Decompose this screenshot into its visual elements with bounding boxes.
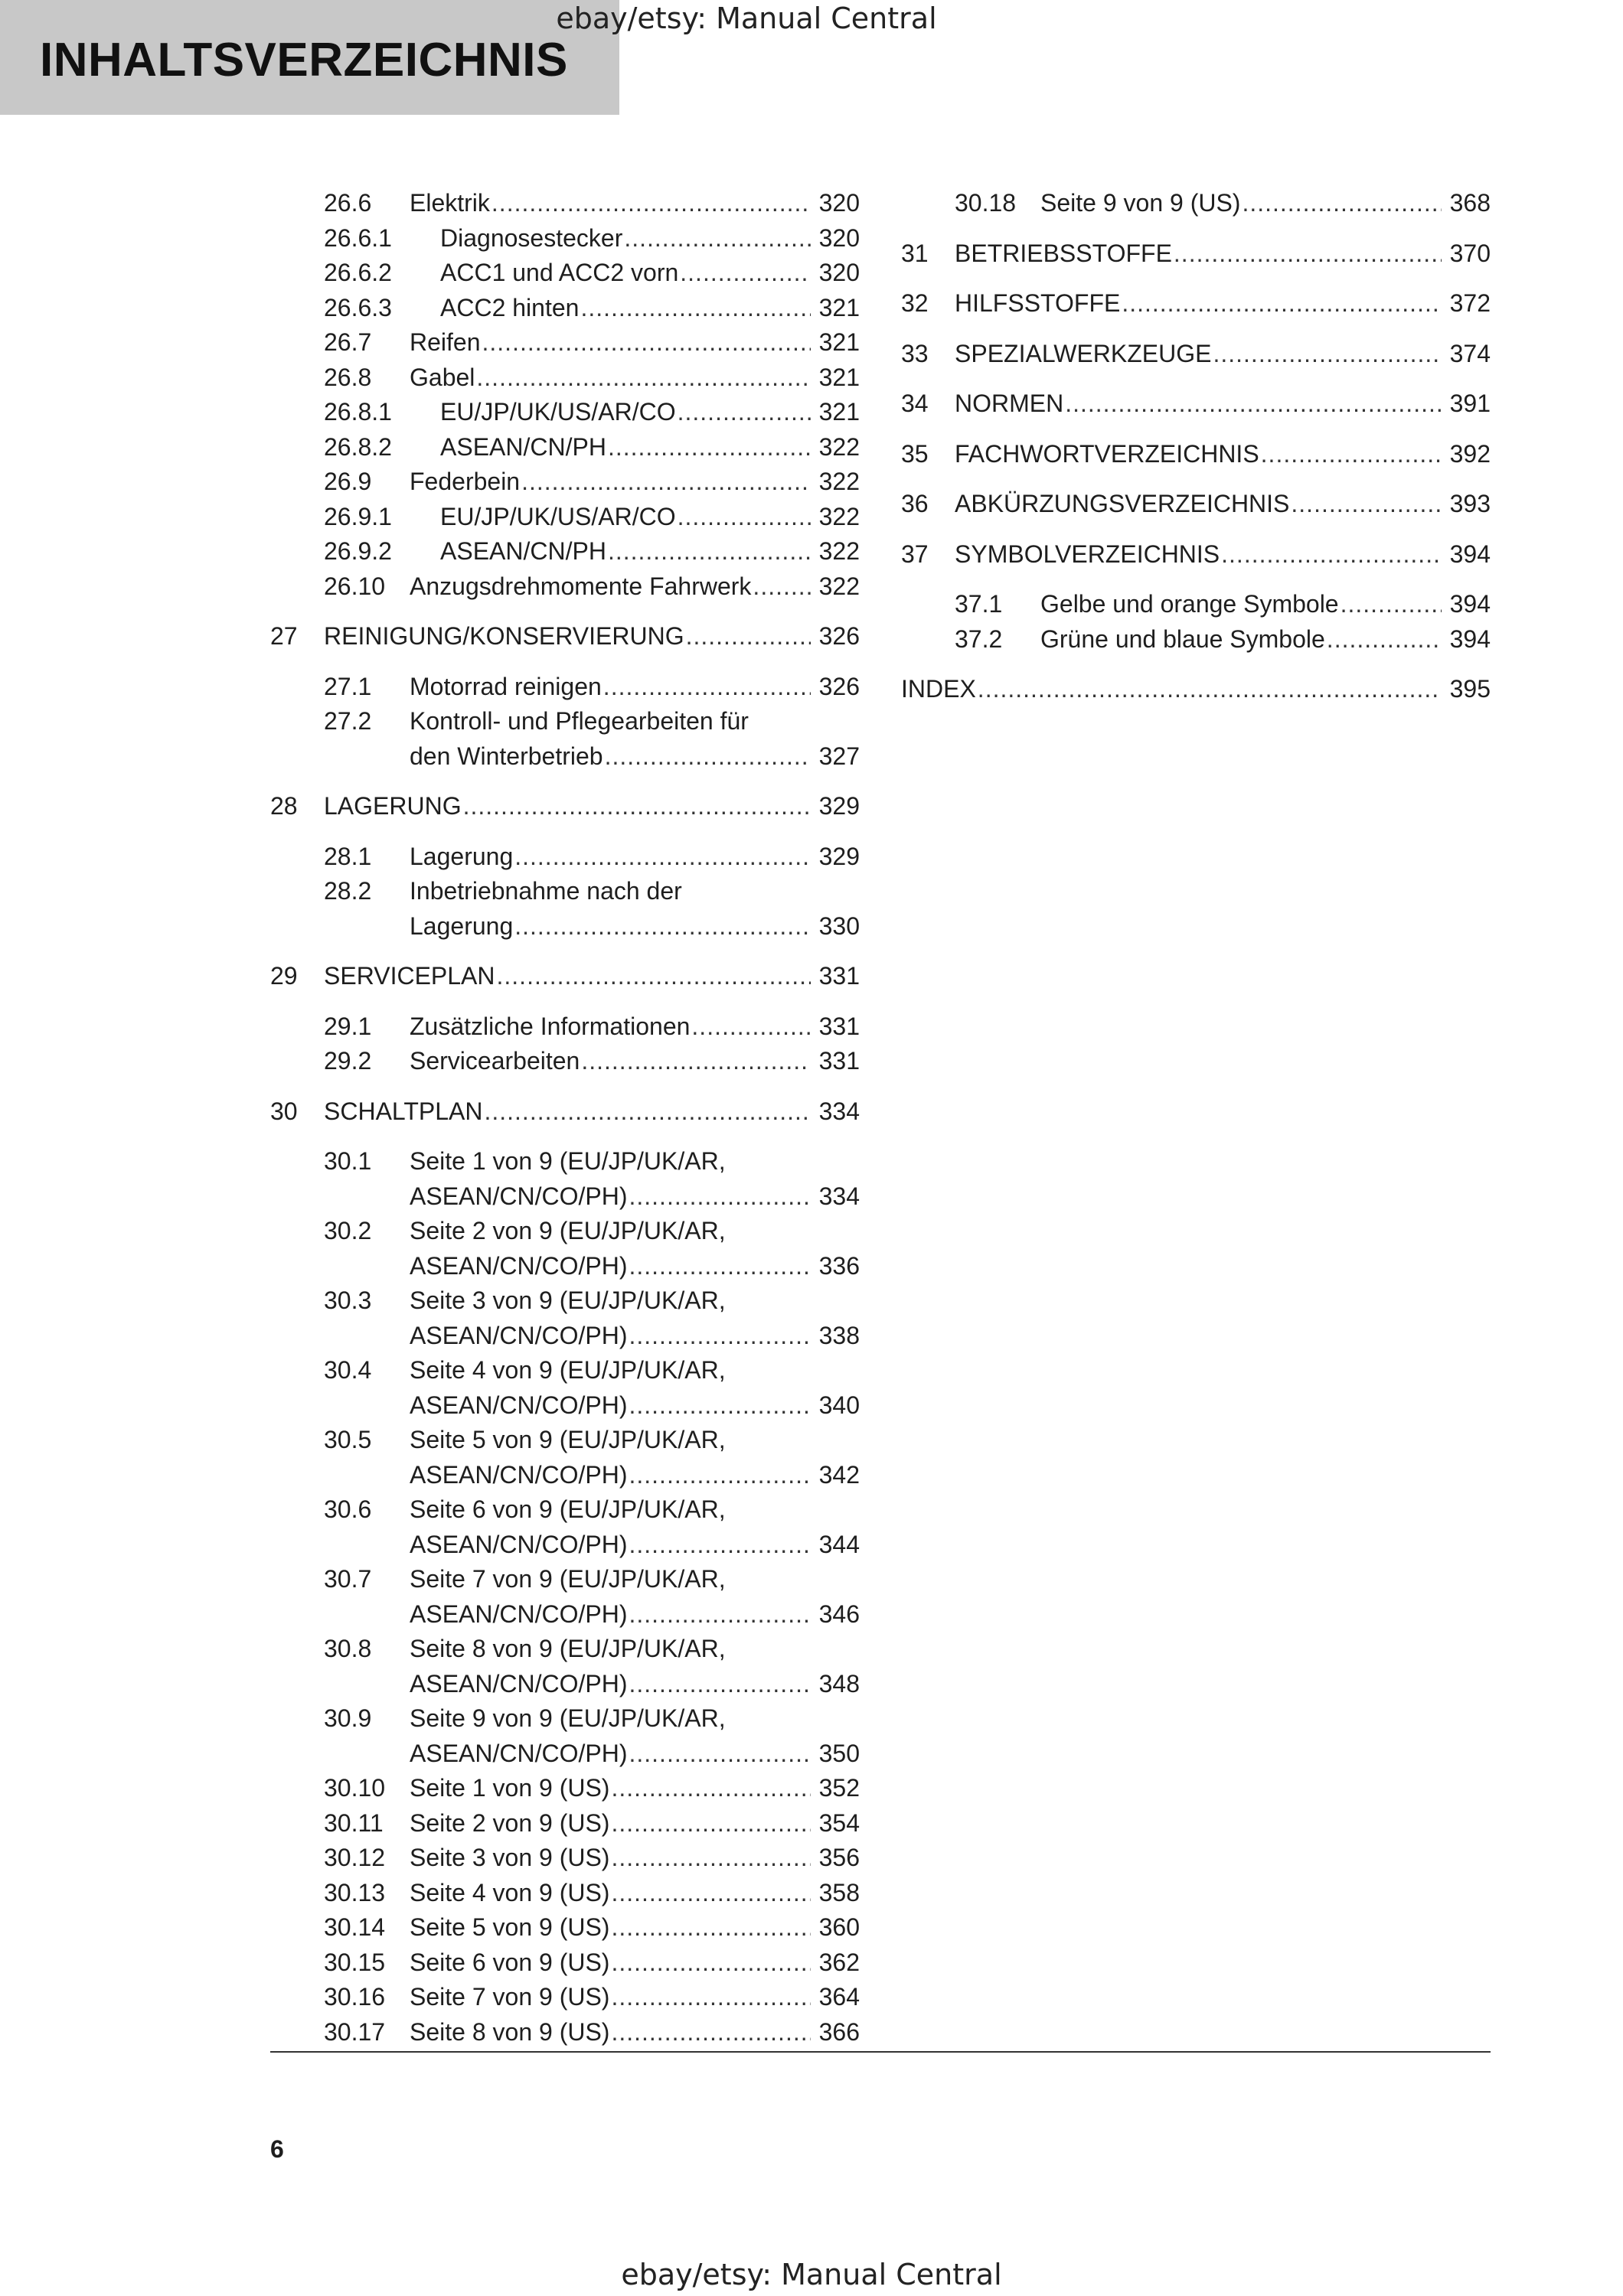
dot-leader: [463, 791, 811, 821]
toc-entry-title: EU/JP/UK/US/AR/CO: [440, 398, 676, 426]
toc-entry-title: Reifen: [410, 328, 481, 356]
dot-leader: [678, 501, 811, 532]
toc-entry-number: 26.6: [324, 189, 372, 217]
toc-entry-page: 331: [818, 962, 860, 990]
toc-entry-number: 30.15: [324, 1948, 386, 1976]
toc-entry-title: Seite 4 von 9 (US): [410, 1878, 610, 1906]
toc-entry-page: 370: [1449, 239, 1491, 267]
page-title: INHALTSVERZEICHNIS: [40, 34, 568, 86]
toc-entry-number: 26.9: [324, 468, 372, 495]
toc-entry-number: 28.2: [324, 877, 372, 905]
toc-entry-title: Seite 6 von 9 (US): [410, 1948, 610, 1976]
toc-entry-number: 30.7: [324, 1565, 372, 1593]
dot-leader: [978, 673, 1442, 704]
toc-entry-number: 26.6.2: [324, 259, 392, 286]
toc-entry-title: ASEAN/CN/CO/PH): [410, 1600, 628, 1628]
toc-entry-number: 30: [270, 1097, 298, 1125]
toc-entry-number: 30.17: [324, 2017, 386, 2046]
toc-entry-page: 348: [818, 1669, 860, 1698]
toc-entry-page: 321: [818, 363, 860, 391]
toc-entry-page: 344: [818, 1530, 860, 1558]
toc-entry-title: Servicearbeiten: [410, 1047, 580, 1075]
toc-entry-title: Seite 8 von 9 (US): [410, 2017, 610, 2046]
toc-entry-page: 326: [818, 672, 860, 700]
dot-leader: [521, 466, 811, 497]
toc-entry-title: Seite 2 von 9 (US): [410, 1808, 610, 1837]
dot-leader: [1242, 188, 1442, 218]
toc-entry-page: 329: [818, 792, 860, 820]
dot-leader: [491, 188, 811, 218]
toc-entry-page: 394: [1449, 540, 1491, 568]
dot-leader: [514, 841, 811, 872]
toc-entry-page: 342: [818, 1460, 860, 1489]
dot-leader: [1221, 539, 1442, 569]
toc-entry-title: ASEAN/CN/CO/PH): [410, 1251, 628, 1280]
dot-leader: [629, 1668, 811, 1699]
toc-entry-page: 392: [1449, 439, 1491, 468]
dot-leader: [629, 1320, 811, 1351]
toc-entry-title: ASEAN/CN/PH: [440, 537, 606, 565]
toc-entry-page: 321: [818, 328, 860, 356]
dot-leader: [678, 396, 811, 427]
toc-entry-number: 30.1: [324, 1147, 372, 1175]
toc-entry-number: 30.11: [324, 1808, 384, 1837]
footer-divider: [270, 2051, 1491, 2053]
toc-entry-title: Gabel: [410, 363, 475, 391]
toc-entry-number: 37: [901, 540, 929, 568]
toc-entry-title: Seite 3 von 9 (EU/JP/UK/AR,: [410, 1287, 726, 1314]
toc-entry-number: 29: [270, 962, 298, 990]
toc-entry-number: 27.2: [324, 707, 372, 735]
toc-entry-number: 26.7: [324, 328, 372, 356]
toc-entry-page: 354: [818, 1808, 860, 1837]
toc-entry-page: 329: [818, 842, 860, 870]
dot-leader: [611, 1842, 811, 1873]
toc-entry-number: 26.8.1: [324, 398, 392, 426]
toc-entry-number: 30.9: [324, 1704, 372, 1732]
toc-entry-title: LAGERUNG: [324, 792, 462, 820]
toc-entry-page: 322: [818, 537, 860, 565]
dot-leader: [482, 327, 812, 357]
toc-entry-title: Lagerung: [410, 912, 514, 940]
toc-entry-page: 320: [818, 259, 860, 286]
toc-entry-title: Seite 1 von 9 (EU/JP/UK/AR,: [410, 1147, 726, 1175]
dot-leader: [629, 1181, 811, 1212]
toc-entry-number: 30.5: [324, 1426, 372, 1453]
toc-entry-title: Seite 5 von 9 (US): [410, 1913, 610, 1941]
toc-entry-title: ASEAN/CN/CO/PH): [410, 1460, 628, 1489]
dot-leader: [753, 571, 811, 602]
toc-entry-title: FACHWORTVERZEICHNIS: [955, 439, 1259, 468]
dot-leader: [514, 911, 811, 941]
toc-entry-number: 30.12: [324, 1844, 386, 1871]
toc-entry-page: 330: [818, 912, 860, 940]
toc-entry-page: 394: [1449, 625, 1491, 653]
dot-leader: [1213, 338, 1442, 369]
toc-entry-title: ASEAN/CN/CO/PH): [410, 1669, 628, 1698]
toc-entry-number: 31: [901, 239, 929, 267]
dot-leader: [1261, 439, 1442, 469]
dot-leader: [611, 1947, 811, 1978]
toc-entry-title: ASEAN/CN/CO/PH): [410, 1321, 628, 1349]
toc-entry-number: 35: [901, 439, 929, 468]
toc-entry-page: 322: [818, 502, 860, 530]
toc-entry-number: 26.8.2: [324, 432, 392, 461]
toc-entry-title: ACC1 und ACC2 vorn: [440, 259, 679, 286]
toc-entry-page: 393: [1449, 490, 1491, 517]
toc-entry-title: EU/JP/UK/US/AR/CO: [440, 502, 676, 530]
toc-entry-title: Seite 9 von 9 (EU/JP/UK/AR,: [410, 1704, 726, 1732]
toc-entry-title: SYMBOLVERZEICHNIS: [955, 540, 1220, 568]
toc-entry-page: 394: [1449, 590, 1491, 618]
toc-entry-page: 395: [1449, 675, 1491, 703]
toc-entry-page: 320: [818, 189, 860, 217]
toc-entry-page: 334: [818, 1097, 860, 1125]
toc-entry-number: 30.18: [955, 189, 1017, 217]
toc-entry-number: 29.1: [324, 1012, 372, 1040]
toc-entry-number: 28: [270, 792, 298, 820]
toc-entry-number: 30.4: [324, 1356, 372, 1384]
dot-leader: [1291, 488, 1442, 519]
toc-entry-title: Seite 7 von 9 (EU/JP/UK/AR,: [410, 1565, 726, 1593]
dot-leader: [629, 1251, 811, 1281]
toc-entry-title: Inbetriebnahme nach der: [410, 877, 682, 905]
toc-entry-page: 322: [818, 432, 860, 461]
toc-entry-page: 321: [818, 293, 860, 321]
toc-entry-title: Lagerung: [410, 842, 514, 870]
toc-entry-title: Anzugsdrehmomente Fahrwerk: [410, 572, 752, 600]
toc-entry-page: 366: [818, 2017, 860, 2046]
dot-leader: [691, 1011, 811, 1042]
dot-leader: [611, 1808, 811, 1838]
toc-entry-page: 374: [1449, 339, 1491, 367]
toc-entry-number: 30.10: [324, 1774, 386, 1802]
toc-entry-title: Seite 2 von 9 (EU/JP/UK/AR,: [410, 1217, 726, 1244]
toc-entry-title: REINIGUNG/KONSERVIERUNG: [324, 622, 684, 650]
dot-leader: [580, 292, 811, 323]
toc-entry-title: Zusätzliche Informationen: [410, 1012, 691, 1040]
toc-entry-page: 327: [818, 742, 860, 770]
dot-leader: [1174, 238, 1442, 269]
dot-leader: [686, 621, 811, 651]
toc-entry-page: 362: [818, 1948, 860, 1976]
toc-entry-number: 30.8: [324, 1635, 372, 1662]
toc-entry-title: SCHALTPLAN: [324, 1097, 483, 1125]
toc-entry-number: 30.14: [324, 1913, 386, 1941]
toc-entry-page: 338: [818, 1321, 860, 1349]
dot-leader: [1327, 624, 1442, 654]
toc-entry-title: ASEAN/CN/CO/PH): [410, 1182, 628, 1210]
dot-leader: [497, 960, 812, 991]
toc-entry-page: 358: [818, 1878, 860, 1906]
toc-entry-page: 320: [818, 223, 860, 252]
toc-entry-number: 36: [901, 490, 929, 517]
dot-leader: [1065, 388, 1442, 419]
toc-entry-page: 360: [818, 1913, 860, 1941]
toc-entry-title: Kontroll- und Pflegearbeiten für: [410, 707, 749, 735]
dot-leader: [608, 432, 811, 462]
toc-entry-number: 30.13: [324, 1878, 386, 1906]
dot-leader: [608, 536, 811, 566]
toc-entry-number: 30.16: [324, 1983, 386, 2011]
toc-entry-number: 29.2: [324, 1047, 372, 1075]
toc-entry-number: 26.9.2: [324, 537, 392, 565]
dot-leader: [581, 1045, 811, 1076]
toc-entry-number: 30.3: [324, 1287, 372, 1314]
toc-entry-page: 336: [818, 1251, 860, 1280]
toc-entry-page: 322: [818, 468, 860, 495]
toc-entry-page: 321: [818, 398, 860, 426]
toc-entry-title: Diagnosestecker: [440, 223, 623, 252]
dot-leader: [629, 1738, 811, 1769]
dot-leader: [624, 223, 811, 253]
toc-entry-title: Elektrik: [410, 189, 490, 217]
toc-entry-title: Motorrad reinigen: [410, 672, 602, 700]
toc-entry-title: INDEX: [901, 675, 976, 703]
toc-entry-page: 352: [818, 1774, 860, 1802]
toc-entry-number: 26.8: [324, 363, 372, 391]
toc-entry-number: 27: [270, 622, 298, 650]
dot-leader: [1122, 288, 1442, 318]
toc-entry-number: 26.9.1: [324, 502, 392, 530]
dot-leader: [611, 1773, 811, 1803]
dot-leader: [603, 671, 811, 702]
toc-entry-title: ABKÜRZUNGSVERZEICHNIS: [955, 490, 1290, 517]
toc-entry-title: HILFSSTOFFE: [955, 289, 1121, 317]
toc-entry-page: 322: [818, 572, 860, 600]
dot-leader: [629, 1529, 811, 1560]
dot-leader: [611, 1981, 811, 2012]
toc-entry-page: 350: [818, 1739, 860, 1767]
toc-entry-title: Gelbe und orange Symbole: [1040, 590, 1339, 618]
toc-entry-page: 334: [818, 1182, 860, 1210]
toc-entry-title: Seite 6 von 9 (EU/JP/UK/AR,: [410, 1495, 726, 1523]
toc-entry-title: SERVICEPLAN: [324, 962, 495, 990]
toc-entry-title: Grüne und blaue Symbole: [1040, 625, 1325, 653]
toc-entry-number: 27.1: [324, 672, 372, 700]
dot-leader: [611, 1912, 811, 1942]
toc-entry-page: 331: [818, 1047, 860, 1075]
toc-entry-page: 326: [818, 622, 860, 650]
toc-entry-number: 30.6: [324, 1495, 372, 1523]
toc-entry-page: 372: [1449, 289, 1491, 317]
toc-entry-title: ASEAN/CN/CO/PH): [410, 1739, 628, 1767]
toc-entry-title: Seite 9 von 9 (US): [1040, 189, 1241, 217]
watermark-bottom: ebay/etsy: Manual Central: [621, 2258, 1002, 2291]
toc-entry-page: 346: [818, 1600, 860, 1628]
dot-leader: [476, 362, 811, 393]
toc-entry-page: 391: [1449, 390, 1491, 417]
toc-entry-title: Seite 1 von 9 (US): [410, 1774, 610, 1802]
toc-entry-title: NORMEN: [955, 390, 1064, 417]
dot-leader: [605, 741, 811, 771]
dot-leader: [611, 1877, 811, 1908]
dot-leader: [680, 257, 811, 288]
toc-entry-title: Seite 4 von 9 (EU/JP/UK/AR,: [410, 1356, 726, 1384]
toc-entry-title: ACC2 hinten: [440, 293, 580, 321]
toc-entry-number: 26.10: [324, 572, 386, 600]
toc-entry-title: ASEAN/CN/CO/PH): [410, 1391, 628, 1419]
toc-entry-page: 340: [818, 1391, 860, 1419]
toc-entry-title: ASEAN/CN/PH: [440, 432, 606, 461]
toc-entry-number: 26.6.1: [324, 223, 392, 252]
toc-entry-number: 32: [901, 289, 929, 317]
toc-entry-title: SPEZIALWERKZEUGE: [955, 339, 1212, 367]
toc-entry-number: 37.2: [955, 625, 1003, 653]
toc-entry-title: Federbein: [410, 468, 521, 495]
toc-entry-title: Seite 5 von 9 (EU/JP/UK/AR,: [410, 1426, 726, 1453]
toc-entry-title: Seite 8 von 9 (EU/JP/UK/AR,: [410, 1635, 726, 1662]
toc-entry-page: 331: [818, 1012, 860, 1040]
dot-leader: [484, 1096, 811, 1127]
toc-entry-title: Seite 3 von 9 (US): [410, 1844, 610, 1871]
toc-entry-number: 34: [901, 390, 929, 417]
toc-entry-number: 33: [901, 339, 929, 367]
toc-entry-number: 30.2: [324, 1217, 372, 1244]
toc-entry-number: 37.1: [955, 590, 1003, 618]
dot-leader: [629, 1599, 811, 1629]
toc-entry-title: ASEAN/CN/CO/PH): [410, 1530, 628, 1558]
dot-leader: [629, 1459, 811, 1490]
toc-entry-number: 28.1: [324, 842, 372, 870]
toc-entry-title: den Winterbetrieb: [410, 742, 603, 770]
page-number: 6: [270, 2135, 284, 2163]
dot-leader: [611, 2017, 811, 2047]
toc-entry-page: 368: [1449, 189, 1491, 217]
toc-entry-title: BETRIEBSSTOFFE: [955, 239, 1172, 267]
watermark-top: ebay/etsy: Manual Central: [556, 2, 937, 35]
toc-entry-number: 26.6.3: [324, 293, 392, 321]
toc-entry-page: 356: [818, 1844, 860, 1871]
toc-entry-title: Seite 7 von 9 (US): [410, 1983, 610, 2011]
dot-leader: [1341, 589, 1442, 619]
dot-leader: [629, 1390, 811, 1420]
toc-entry-page: 364: [818, 1983, 860, 2011]
